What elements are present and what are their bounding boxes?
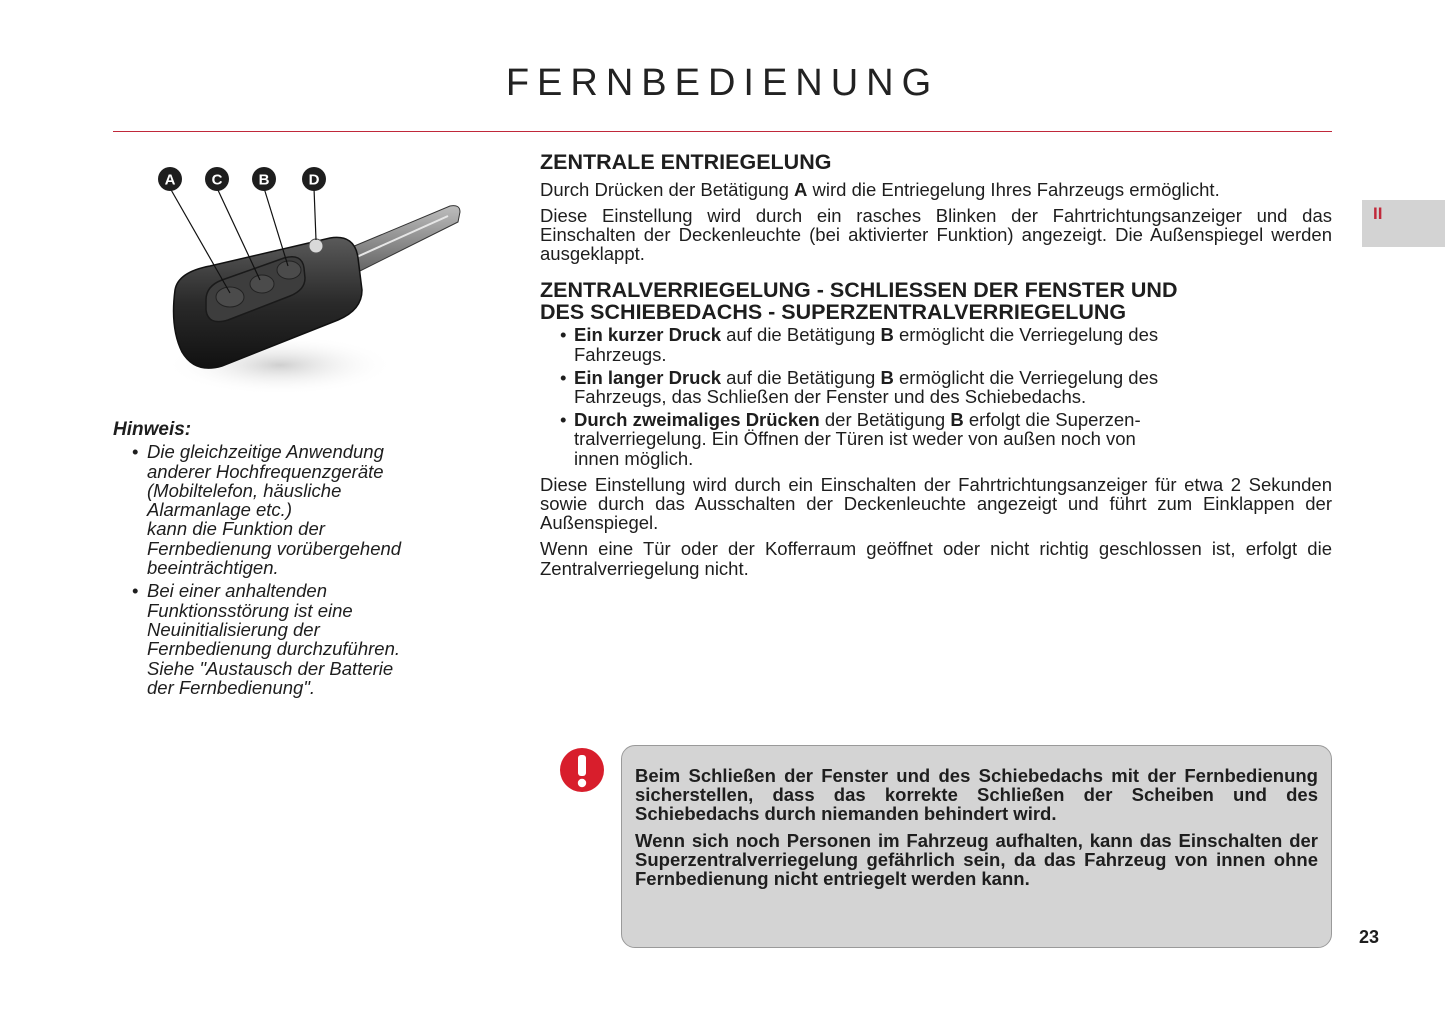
page-title: FERNBEDIENUNG	[505, 62, 940, 104]
lock-item-short-press: • Ein kurzer Druck auf die Betätigung B ermöglicht die Verriegelung des Fahrzeugs.	[560, 325, 1332, 363]
unlock-heading: ZENTRALE ENTRIEGELUNG	[540, 150, 832, 174]
notice-heading: Hinweis:	[113, 419, 192, 440]
lock-item-double-press: • Durch zweimaliges Drücken der Betätigung B erfolgt die Superzen- tralverriegelung. Ein Öffnen der Türen ist weder von außen noch von innen möglich.	[560, 410, 1332, 468]
button-c	[250, 275, 274, 293]
svg-text:A: A	[164, 171, 176, 189]
button-label-c	[205, 167, 229, 191]
lock-heading: ZENTRALVERRIEGELUNG - SCHLIESSEN DER FENSTER UND DES SCHIEBEDACHS - SUPERZENTRALVERRIEGELUNG	[540, 278, 1178, 324]
lock-paragraph-1: Diese Einstellung wird durch ein Einschalten der Fahrtrichtungsanzeiger für etwa 2 Sekunden sowie durch das Ausschalten der Deckenleuchte angezeigt und führt zum Einklappen der Außenspiegel.	[540, 473, 1332, 534]
svg-text:B: B	[258, 171, 270, 189]
svg-text:C: C	[211, 171, 223, 189]
chapter-tab[interactable]: II	[1362, 200, 1445, 247]
notice-item: • Bei einer anhaltenden Funktionsstörung ist eine Neuinitialisierung der Fernbedienung durchzuführen. Siehe "Austausch der Batterie der Fernbedienung".	[132, 581, 483, 697]
notice-list	[113, 442, 483, 697]
svg-text:D: D	[308, 171, 320, 189]
page-number: 23	[1359, 927, 1380, 947]
notice-item: • Die gleichzeitige Anwendung anderer Hochfrequenzgeräte (Mobiltelefon, häusliche Alarmanlage etc.) kann die Funktion der Fernbedienung vorübergehend beeinträchtigen.	[132, 442, 483, 577]
title-divider	[113, 131, 1332, 132]
button-a	[216, 287, 244, 307]
lock-paragraph-2: Wenn eine Tür oder der Kofferraum geöffnet oder nicht richtig geschlossen ist, erfolgt die Zentralverriegelung nicht.	[540, 538, 1332, 579]
key-blade-groove	[350, 216, 448, 260]
warning-paragraph-2: Wenn sich noch Personen im Fahrzeug aufhalten, kann das Einschalten der Superzentralverriegelung gefährlich sein, da das Fahrzeug von innen ohne Fernbedienung nicht entriegelt werden kann.	[635, 829, 1318, 890]
button-label-a	[158, 167, 182, 191]
main-column	[540, 152, 1332, 578]
button-b	[277, 261, 301, 279]
lock-list	[540, 325, 1332, 467]
warning-box	[621, 745, 1332, 948]
warning-paragraph-1: Beim Schließen der Fenster und des Schiebedachs mit der Fernbedienung sicherstellen, dass das korrekte Schließen der Scheiben und des Schiebedachs durch niemanden behindert wird.	[635, 765, 1318, 825]
notice-section	[113, 420, 483, 701]
button-d	[309, 239, 323, 253]
warning-icon	[559, 747, 605, 793]
button-label-b	[252, 167, 276, 191]
unlock-paragraph-1: Durch Drücken der Betätigung A wird die Entriegelung Ihres Fahrzeugs ermöglicht.	[540, 178, 1220, 200]
unlock-paragraph-2: Diese Einstellung wird durch ein rasches Blinken der Fahrtrichtungsanzeiger und das Einschalten der Deckenleuchte (bei aktivierter Funktion) angezeigt. Die Außenspiegel werden ausgeklappt.	[540, 204, 1332, 265]
button-label-d	[302, 167, 326, 191]
lock-item-long-press: • Ein langer Druck auf die Betätigung B ermöglicht die Verriegelung des Fahrzeugs, das Schließen der Fenster und des Schiebedachs.	[560, 368, 1332, 406]
key-fob-illustration	[150, 160, 470, 400]
